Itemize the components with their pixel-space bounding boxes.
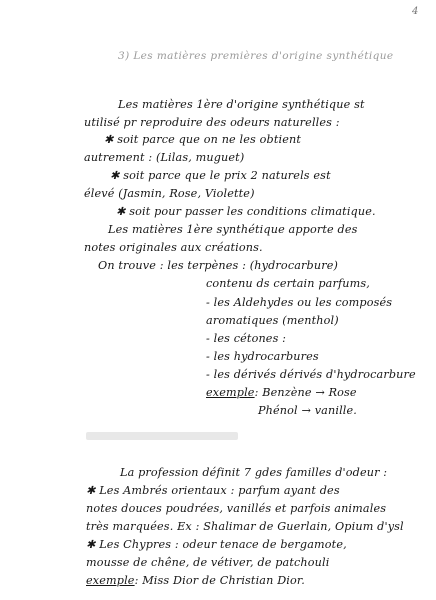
faded-heading (86, 432, 238, 440)
section-heading: 3) Les matières premières d'origine synthétique (118, 50, 394, 62)
example-text: : Miss Dior de Christian Dior. (134, 574, 305, 587)
text-line: notes originales aux créations. (84, 241, 263, 254)
example-line (206, 386, 357, 399)
text-line: notes douces poudrées, vanillés et parfois animales (86, 502, 387, 515)
text-line: mousse de chêne, de vétiver, de patchouli (86, 556, 330, 569)
text-line: - les dérivés dérivés d'hydrocarbure (206, 368, 416, 381)
example-line (86, 574, 305, 587)
text-line: - les cétones : (206, 332, 287, 345)
text-line: ✱ soit pour passer les conditions climatique. (116, 205, 376, 218)
text-line: autrement : (Lilas, muguet) (84, 151, 245, 164)
example-text: : Benzène → Rose (254, 386, 357, 399)
text-line: contenu ds certain parfums, (206, 277, 370, 290)
text-line: utilisé pr reproduire des odeurs naturelles : (84, 116, 340, 129)
text-line: très marquées. Ex : Shalimar de Guerlain, Opium d'ysl (86, 520, 404, 533)
text-line: ✱ Les Ambrés orientaux : parfum ayant des (86, 484, 340, 497)
example-line: Phénol → vanille. (258, 404, 358, 417)
text-line: Les matières 1ère d'origine synthétique st (118, 98, 365, 111)
text-line: ✱ soit parce que le prix 2 naturels est (110, 169, 331, 182)
text-line: ✱ soit parce que on ne les obtient (104, 133, 301, 146)
text-line: ✱ Les Chypres : odeur tenace de bergamote, (86, 538, 347, 551)
example-label: exemple (86, 574, 135, 587)
example-label: exemple (206, 386, 255, 399)
text-line: Les matières 1ère synthétique apporte des (108, 223, 358, 236)
text-line: élevé (Jasmin, Rose, Violette) (84, 187, 255, 200)
page-number: 4 (412, 6, 419, 17)
text-line: - les hydrocarbures (206, 350, 319, 363)
text-line: - les Aldehydes ou les composés (206, 296, 393, 309)
text-line: aromatiques (menthol) (206, 314, 339, 327)
text-line: On trouve : les terpènes : (hydrocarbure) (98, 259, 339, 272)
text-line: La profession définit 7 gdes familles d'odeur : (120, 466, 388, 479)
